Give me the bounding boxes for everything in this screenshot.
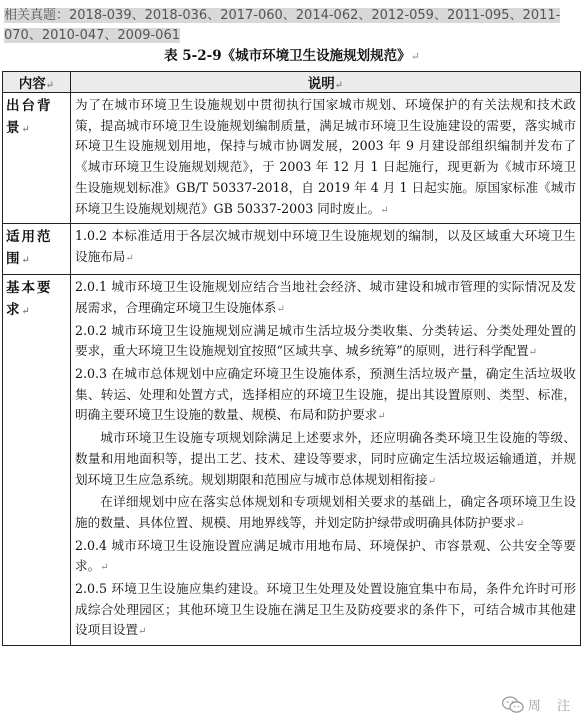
row-description — [71, 224, 581, 275]
related-questions — [4, 6, 580, 46]
paragraph-mark-icon: ↵ — [125, 252, 134, 264]
description-paragraph — [75, 95, 576, 221]
table-caption — [0, 44, 584, 64]
paragraph-text: 2.0.4 城市环境卫生设施设置应满足城市用地布局、环境保护、市容景观、公共安全等要求。 — [75, 537, 576, 574]
spec-table — [2, 71, 581, 646]
description-paragraph — [75, 321, 576, 364]
paragraph-mark-icon: ↵ — [427, 475, 437, 487]
header-content: 内容↵ — [3, 72, 71, 93]
wechat-icon — [502, 696, 524, 714]
row-description — [71, 275, 581, 646]
row-label — [3, 93, 71, 224]
paragraph-mark-icon: ↵ — [21, 306, 32, 318]
paragraph-mark-icon: ↵ — [100, 562, 109, 574]
table-body — [3, 93, 581, 646]
paragraph-text: 1.0.2 本标准适用于各层次城市规划中环境卫生设施规划的编制，以及区域重大环境卫生设施布局 — [75, 228, 576, 264]
paragraph-text: 2.0.3 在城市总体规划中应确定环境卫生设施体系，预测生活垃圾产量，确定生活垃圾收集、转运、处理和处置方式，选择相应的环境卫生设施，提出其设置原则、类型、标准，明确主要环境卫生设施的数量、规模、布局和防护要求 — [75, 366, 576, 423]
paragraph-mark-icon: ↵ — [21, 124, 32, 135]
row-label-text: 出台背景 — [6, 98, 53, 136]
paragraph-mark-icon: ↵ — [515, 518, 525, 530]
paragraph-text: 为了在城市环境卫生设施规划中贯彻执行国家城市规划、环境保护的有关法规和技术政策，提高城市环境卫生设施规划编制质量，满足城市环境卫生设施建设的需要，落实城市环境卫生设施规划用地，保持与城市协调发展，2003 年 9 月建设部组织编制并发布了《城市环境卫生设施规划规范》，于 2003 年 12 月 1 日起施行，现更新为《城市环境卫生设施规划标准》GB/T 50337-2018，自 2019 年 4 月 1 日起实施。原国家标准《城市环境卫生设施规划规范》GB 50337-2003 同时废止。 — [75, 97, 576, 216]
paragraph-text: 城市环境卫生设施专项规划除满足上述要求外，还应明确各类环境卫生设施的等级、数量和用地面积等，提出工艺、技术、建设等要求，同时应确定生活垃圾运输通道，并规划环境卫生应急系统。规划期限和范围应与城市总体规划相衔接 — [75, 430, 576, 487]
paragraph-mark-icon: ↵ — [276, 303, 285, 315]
row-label-text: 适用范围 — [6, 229, 53, 268]
paragraph-mark-icon: ↵ — [21, 255, 32, 267]
header-description: 说明↵ — [71, 72, 581, 93]
watermark-text: 周 注 — [527, 699, 576, 714]
description-paragraph — [75, 536, 576, 579]
paragraph-text: 2.0.2 城市环境卫生设施规划应满足城市生活垃圾分类收集、分类转运、分类处理处置的要求，重大环境卫生设施规划宜按照“区域共享、城乡统筹”的原则，进行科学配置 — [75, 322, 576, 359]
paragraph-text: 2.0.1 城市环境卫生设施规划应结合当地社会经济、城市建设和城市管理的实际情况及发展需求，合理确定环境卫生设施体系 — [75, 279, 576, 315]
table-row — [3, 224, 581, 275]
paragraph-text: 在详细规划中应在落实总体规划和专项规划相关要求的基础上，确定各项环境卫生设施的数量、具体位置、规模、用地界线等，并划定防护绿带或明确具体防护要求 — [75, 494, 576, 530]
paragraph-mark-icon: ↵ — [377, 411, 386, 423]
paragraph-mark-icon: ↵ — [137, 626, 147, 638]
row-label-text: 基本要求 — [6, 280, 53, 319]
related-codes: 2018-039、2018-036、2017-060、2014-062、2012-059、2011-095、2011-070、2010-047、2009-061 — [4, 8, 561, 43]
row-label — [3, 224, 71, 275]
watermark — [502, 695, 576, 714]
description-paragraph — [75, 277, 576, 320]
paragraph-mark-icon: ↵ — [380, 204, 389, 216]
description-paragraph — [75, 226, 576, 269]
paragraph-mark-icon: ↵ — [410, 50, 420, 63]
table-row — [3, 275, 581, 646]
paragraph-mark-icon: ↵ — [528, 347, 538, 359]
related-label: 相关真题： — [4, 8, 70, 23]
description-paragraph — [75, 492, 576, 535]
row-label — [3, 275, 71, 646]
description-paragraph — [75, 428, 576, 492]
description-paragraph — [75, 579, 576, 643]
table-header-row — [3, 72, 581, 93]
row-description — [71, 93, 581, 224]
description-paragraph — [75, 364, 576, 428]
table-row — [3, 93, 581, 224]
table-caption-text: 表 5-2-9《城市环境卫生设施规划规范》 — [164, 48, 411, 64]
paragraph-text: 2.0.5 环境卫生设施应集约建设。环境卫生处理及处置设施宜集中布局，条件允许时可形成综合处理园区；其他环境卫生设施在满足卫生及防疫要求的条件下，可结合城市其他建设项目设置 — [75, 581, 576, 638]
